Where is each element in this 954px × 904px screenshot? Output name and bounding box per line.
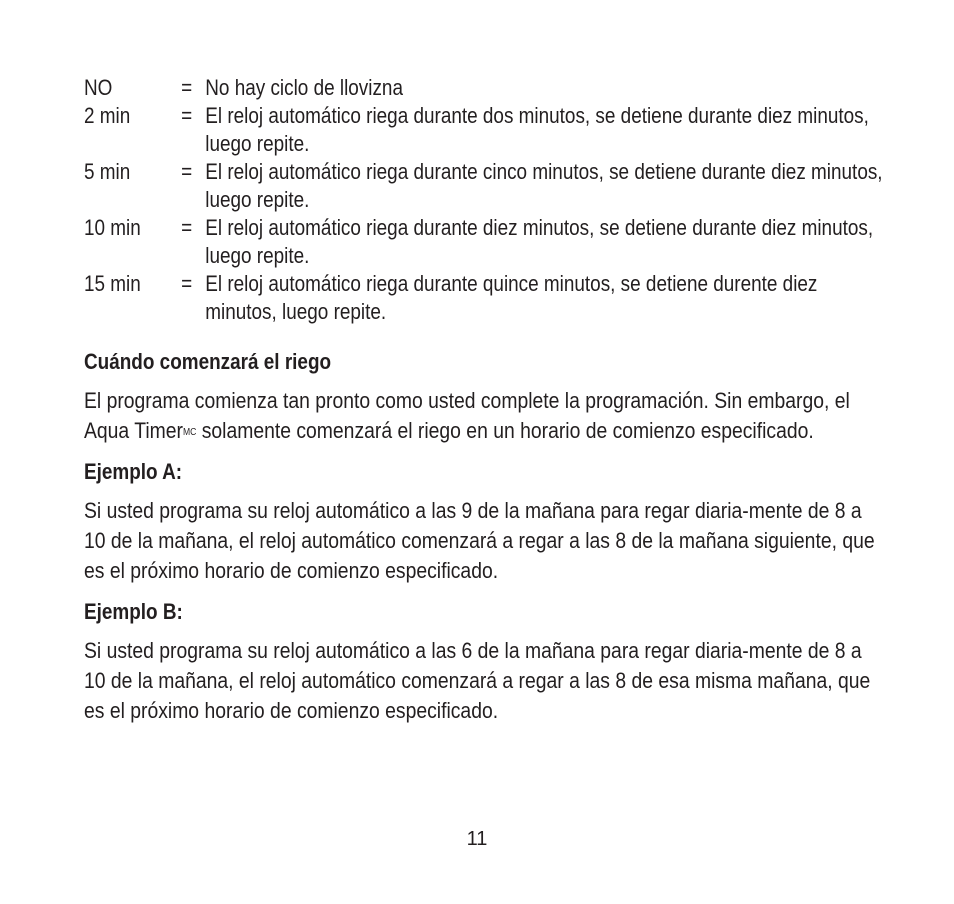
section-heading: Cuándo comenzará el riego bbox=[84, 349, 332, 374]
example-a-heading: Ejemplo A: bbox=[84, 459, 183, 484]
paragraph-text-end: solamente comenzará el riego en un horario de comienzo especificado. bbox=[196, 418, 814, 443]
definition-row bbox=[84, 74, 884, 102]
equals-sign: = bbox=[181, 159, 193, 184]
section-paragraph bbox=[84, 386, 884, 446]
equals-sign: = bbox=[181, 103, 193, 128]
example-b-heading: Ejemplo B: bbox=[84, 599, 183, 624]
equals-sign: = bbox=[181, 215, 193, 240]
definition-term: 10 min bbox=[84, 215, 141, 240]
equals-sign: = bbox=[181, 271, 193, 296]
definition-term: 15 min bbox=[84, 271, 141, 296]
watering-start-section bbox=[84, 348, 884, 446]
definition-term: NO bbox=[84, 75, 113, 100]
definition-text: El reloj automático riega durante diez minutos, se detiene durante diez minutos, luego repite. bbox=[205, 215, 874, 268]
page-content bbox=[84, 74, 884, 726]
definition-list bbox=[84, 74, 884, 326]
definition-text: El reloj automático riega durante cinco minutos, se detiene durante diez minutos, luego repite. bbox=[205, 159, 883, 212]
trademark-mark: MC bbox=[182, 427, 197, 438]
definition-term: 2 min bbox=[84, 103, 131, 128]
definition-row bbox=[84, 158, 884, 214]
definition-term: 5 min bbox=[84, 159, 131, 184]
definition-row bbox=[84, 270, 884, 326]
definition-row bbox=[84, 102, 884, 158]
equals-sign: = bbox=[181, 75, 193, 100]
definition-text: El reloj automático riega durante quince minutos, se detiene durente diez minutos, luego repite. bbox=[205, 271, 818, 324]
example-b-section bbox=[84, 598, 884, 726]
definition-row bbox=[84, 214, 884, 270]
page-number: 11 bbox=[466, 828, 488, 850]
example-a-text: Si usted programa su reloj automático a las 9 de la mañana para regar diaria-mente de 8 a 10 de la mañana, el reloj automático comenzará a regar a las 8 de la mañana siguiente, que es el próximo horario de comienzo especificado. bbox=[84, 498, 875, 583]
example-a-section bbox=[84, 458, 884, 586]
paragraph-text-start: El programa comienza tan pronto como usted complete la programación. Sin embargo, el Aqua Timer bbox=[84, 388, 850, 443]
example-b-text: Si usted programa su reloj automático a las 6 de la mañana para regar diaria-mente de 8 a 10 de la mañana, el reloj automático comenzará a regar a las 8 de esa misma mañana, que es el próximo horario de comienzo especificado. bbox=[84, 638, 871, 723]
definition-text: El reloj automático riega durante dos minutos, se detiene durante diez minutos, luego repite. bbox=[205, 103, 869, 156]
definition-text: No hay ciclo de llovizna bbox=[205, 75, 403, 100]
